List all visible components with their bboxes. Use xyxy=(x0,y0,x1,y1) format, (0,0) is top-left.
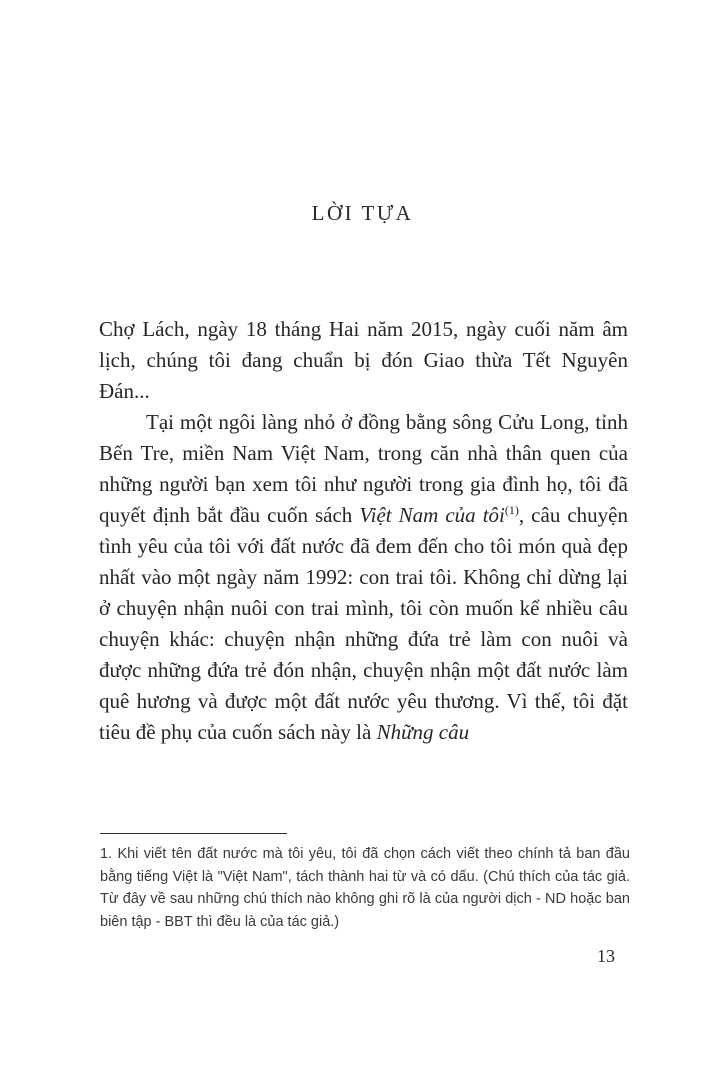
footnote-text: 1. Khi viết tên đất nước mà tôi yêu, tôi đã chọn cách viết theo chính tả ban đầu bằng tiếng Việt là "Việt Nam", tách thành hai từ và có dấu. (Chú thích của tác giả. Từ đây về sau những chú thích nào không ghi rõ là của người dịch - ND hoặc ban biên tập - BBT thì đều là của tác giả.) xyxy=(100,846,630,930)
subtitle-italic: Những câu xyxy=(376,720,470,744)
page-number: 13 xyxy=(597,946,615,966)
footnote-reference: (1) xyxy=(504,503,519,517)
paragraph: Chợ Lách, ngày 18 tháng Hai năm 2015, ngày cuối năm âm lịch, chúng tôi đang chuẩn bị đón Giao thừa Tết Nguyên Đán... xyxy=(99,317,628,403)
footnote-separator-rule xyxy=(100,833,287,834)
book-title-italic: Việt Nam của tôi xyxy=(359,503,505,527)
body-text-block xyxy=(99,314,628,748)
paragraph-text: , câu chuyện tình yêu của tôi với đất nước đã đem đến cho tôi món quà đẹp nhất vào một ngày năm 1992: con trai tôi. Không chỉ dừng lại ở chuyện nhận nuôi con trai mình, tôi còn muốn kể nhiều câu chuyện khác: chuyện nhận những đứa trẻ làm con nuôi và được những đứa trẻ đón nhận, chuyện nhận một đất nước làm quê hương và được một đất nước yêu thương. Vì thế, tôi đặt tiêu đề phụ của cuốn sách này là xyxy=(99,503,629,744)
paragraph-text: Tại một ngôi làng nhỏ ở đồng bằng sông Cửu Long, tỉnh Bến Tre, miền Nam Việt Nam, trong căn nhà thân quen của những người bạn xem tôi như người trong gia đình họ, tôi đã quyết định bắt đầu cuốn sách xyxy=(99,410,628,527)
paragraph xyxy=(99,407,628,748)
chapter-title: LỜI TỰA xyxy=(311,201,414,225)
